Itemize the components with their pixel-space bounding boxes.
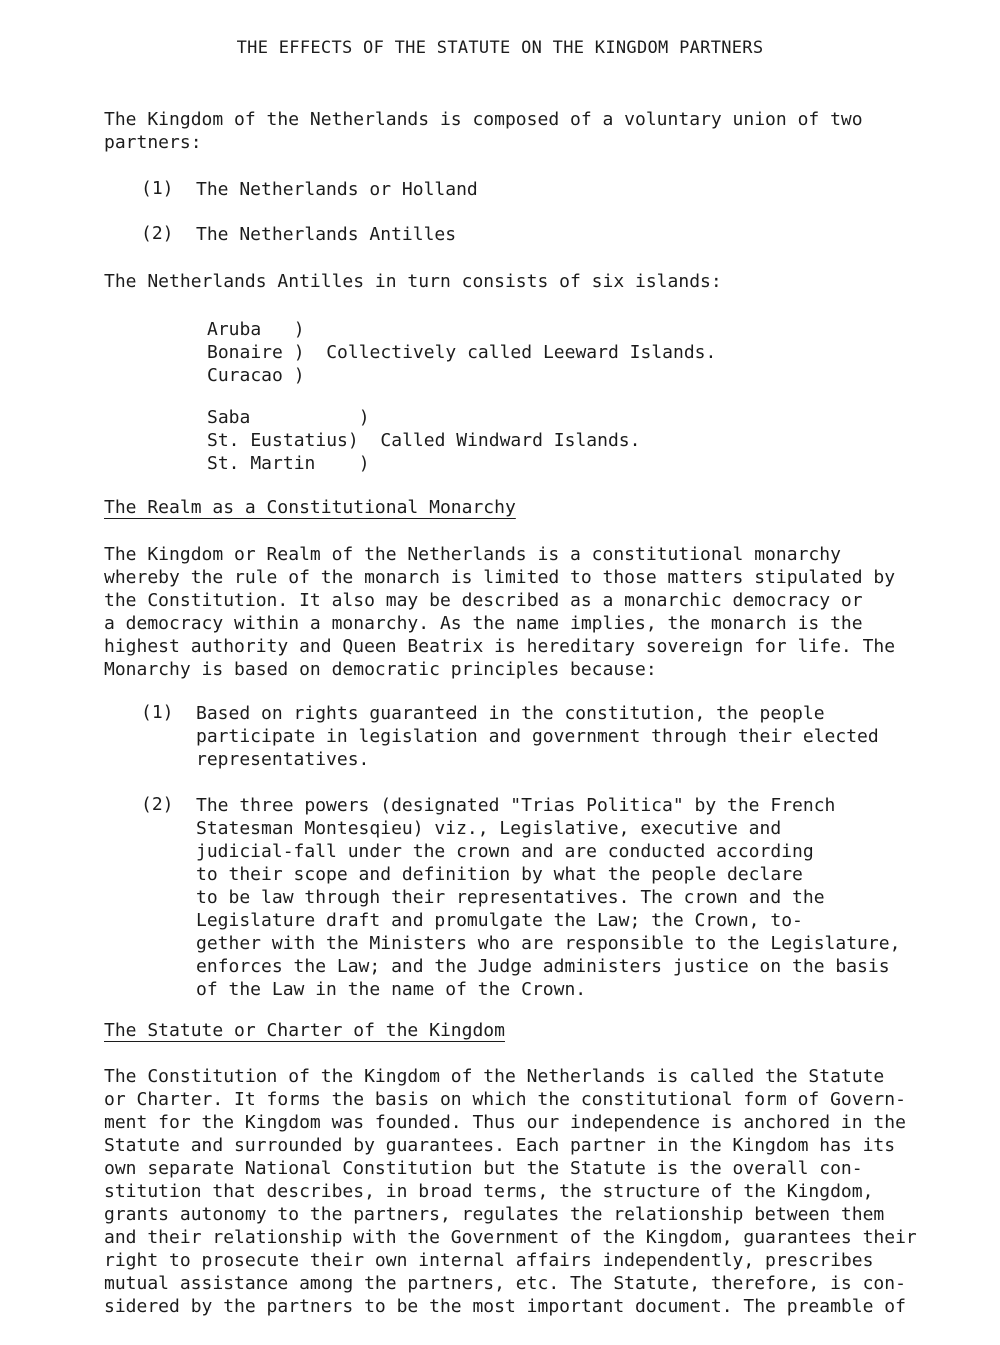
list-item-line: representatives.	[196, 749, 370, 770]
list-item	[196, 702, 879, 771]
list-number: (2)	[141, 794, 174, 815]
island-line: Aruba )	[207, 319, 305, 340]
paragraph-line: ment for the Kingdom was founded. Thus our independence is anchored in the	[104, 1112, 906, 1133]
paragraph-line: stitution that describes, in broad terms, the structure of the Kingdom,	[104, 1181, 874, 1202]
section-heading: The Realm as a Constitutional Monarchy	[104, 497, 516, 518]
paragraph-line: a democracy within a monarchy. As the name implies, the monarch is the	[104, 613, 863, 634]
paragraph-line: Monarchy is based on democratic principles because:	[104, 659, 657, 680]
list-item-line: judicial-fall under the crown and are conducted according	[196, 841, 814, 862]
list-item-line: of the Law in the name of the Crown.	[196, 979, 587, 1000]
paragraph-line: own separate National Constitution but the Statute is the overall con-	[104, 1158, 863, 1179]
paragraph-line: the Constitution. It also may be described as a monarchic democracy or	[104, 590, 863, 611]
paragraph-line: highest authority and Queen Beatrix is hereditary sovereign for life. The	[104, 636, 896, 657]
list-item-line: enforces the Law; and the Judge administers justice on the basis	[196, 956, 890, 977]
paragraph-line: whereby the rule of the monarch is limited to those matters stipulated by	[104, 567, 896, 588]
list-item-line: to be law through their representatives. The crown and the	[196, 887, 825, 908]
paragraph-line: sidered by the partners to be the most important document. The preamble of	[104, 1296, 906, 1317]
page-title: THE EFFECTS OF THE STATUTE ON THE KINGDOM PARTNERS	[236, 38, 764, 58]
paragraph-line: or Charter. It forms the basis on which the constitutional form of Govern-	[104, 1089, 906, 1110]
intro-paragraph	[104, 108, 974, 154]
partner-number: (2)	[141, 223, 174, 244]
partner-name: The Netherlands or Holland	[196, 179, 478, 200]
paragraph-line: right to prosecute their own internal affairs independently, prescribes	[104, 1250, 874, 1271]
paragraph-line: The Kingdom or Realm of the Netherlands is a constitutional monarchy	[104, 544, 841, 565]
list-item-line: to their scope and definition by what the people declare	[196, 864, 803, 885]
leeward-islands-list	[207, 318, 716, 387]
list-item-line: Statesman Montesqieu) viz., Legislative, executive and	[196, 818, 782, 839]
list-item-line: participate in legislation and government through their elected	[196, 726, 879, 747]
island-line: Saba )	[207, 407, 370, 428]
list-number: (1)	[141, 702, 174, 723]
island-line: St. Martin )	[207, 453, 370, 474]
list-item-line: gether with the Ministers who are responsible to the Legislature,	[196, 933, 901, 954]
partner-name: The Netherlands Antilles	[196, 224, 457, 245]
windward-islands-list	[207, 406, 640, 475]
paragraph-line: mutual assistance among the partners, etc. The Statute, therefore, is con-	[104, 1273, 906, 1294]
section-heading: The Statute or Charter of the Kingdom	[104, 1020, 505, 1041]
island-line: St. Eustatius) Called Windward Islands.	[207, 430, 641, 451]
islands-intro: The Netherlands Antilles in turn consists of six islands:	[104, 271, 722, 292]
statute-paragraph	[104, 1065, 974, 1318]
monarchy-paragraph	[104, 543, 974, 681]
list-item-line: The three powers (designated "Trias Politica" by the French	[196, 795, 836, 816]
island-line: Bonaire ) Collectively called Leeward Islands.	[207, 342, 717, 363]
island-line: Curacao )	[207, 365, 305, 386]
partner-number: (1)	[141, 178, 174, 199]
paragraph-line: The Constitution of the Kingdom of the Netherlands is called the Statute	[104, 1066, 885, 1087]
intro-line: The Kingdom of the Netherlands is composed of a voluntary union of two	[104, 109, 863, 130]
paragraph-line: grants autonomy to the partners, regulates the relationship between them	[104, 1204, 885, 1225]
list-item	[196, 794, 900, 1001]
paragraph-line: and their relationship with the Government of the Kingdom, guarantees their	[104, 1227, 917, 1248]
list-item-line: Legislature draft and promulgate the Law; the Crown, to-	[196, 910, 803, 931]
paragraph-line: Statute and surrounded by guarantees. Each partner in the Kingdom has its	[104, 1135, 896, 1156]
list-item-line: Based on rights guaranteed in the constitution, the people	[196, 703, 825, 724]
intro-line: partners:	[104, 132, 202, 153]
